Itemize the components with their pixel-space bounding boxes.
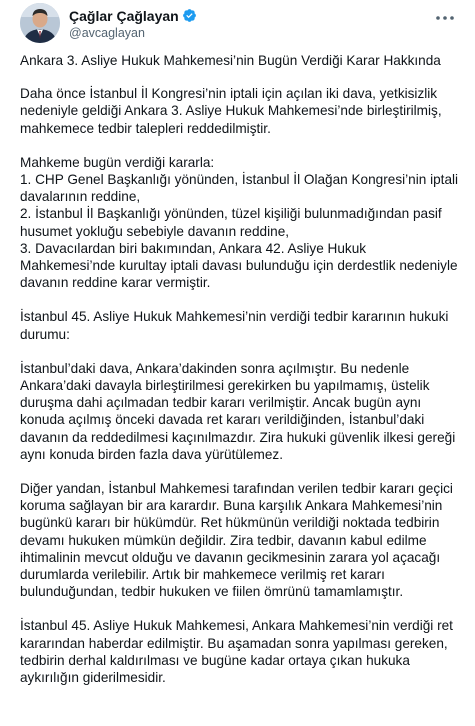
ruling-list (20, 154, 462, 292)
post-paragraph: İstanbul’daki dava, Ankara’dakinden sonra açılmıştır. Bu nedenle Ankara’daki davayla birleştirilmesi gerekirken bu yapılmamış, üstelik duruşma dahi açılmadan tedbir kararı verilmiştir. Ancak bugün aynı konuda açılmış önceki davada ret kararı verildiğinden, İstanbul’daki davanın da reddedilmesi kaçınılmazdır. Zira hukuki güvenlik ilkesi gereği aynı konuda birden fazla dava yürütülemez. (20, 360, 456, 462)
more-options-button[interactable] (433, 8, 457, 28)
post-body (20, 52, 462, 686)
author-name-row (69, 7, 197, 25)
ruling-list-item: 3. Davacılardan biri bakımından, Ankara 42. Asliye Hukuk Mahkemesi’nde kurultay iptali davası bulunduğu için derdestlik nedeniyle davanın reddine karar vermiştir. (20, 240, 458, 291)
post-paragraph: Diğer yandan, İstanbul Mahkemesi tarafından verilen tedbir kararı geçici koruma sağlayan bir ara karardır. Buna karşılık Ankara Mahkemesi’nin bugünkü kararı bir hükümdür. Ret hükmünün verildiği noktada tedbirin devamı hukuken mümkün değildir. Zira tedbir, davanın kabul edilme ihtimalinin mevcut olduğu ve davanın gecikmesinin zarara yol açacağı durumlarda verilebilir. Artık bir mahkemece verilmiş ret kararı bulunduğundan, tedbir hukuken ve fiilen ömrünü tamamlamıştır. (20, 481, 453, 600)
ruling-list-item: 1. CHP Genel Başkanlığı yönünden, İstanbul İl Olağan Kongresi’nin iptali davalarının reddine, (20, 172, 459, 205)
verified-badge-icon (182, 8, 197, 23)
more-horizontal-icon (435, 15, 455, 21)
avatar-image (20, 3, 60, 43)
post-paragraph: İstanbul 45. Asliye Hukuk Mahkemesi’nin verdiği tedbir kararının hukuki durumu: (20, 309, 449, 342)
author-handle[interactable]: @avcaglayan (69, 25, 145, 40)
post-paragraph: Daha önce İstanbul İl Kongresi’nin iptali için açılan iki dava, yetkisizlik nedeniyle geldiği Ankara 3. Asliye Hukuk Mahkemesi’nde birleştirilmiş, mahkemece tedbir talepleri reddedilmiştir. (20, 86, 442, 136)
avatar[interactable] (20, 3, 60, 43)
post-title: Ankara 3. Asliye Hukuk Mahkemesi’nin Bugün Verdiği Karar Hakkında (20, 53, 441, 68)
ruling-list-item: 2. İstanbul İl Başkanlığı yönünden, tüzel kişiliği bulunmadığından pasif husumet yokluğu sebebiyle davanın reddine, (20, 206, 442, 239)
ruling-list-intro: Mahkeme bugün verdiği kararla: (20, 154, 215, 170)
post-paragraph: İstanbul 45. Asliye Hukuk Mahkemesi, Ankara Mahkemesi’nin verdiği ret kararından haberdar edilmiştir. Bu aşamadan sonra yapılması gereken, tedbirin derhal kaldırılması ve bugüne kadar ortaya çıkan hukuka aykırılığın giderilmesidir. (20, 618, 453, 686)
author-display-name[interactable]: Çağlar Çağlayan (69, 7, 179, 24)
post-header (20, 0, 459, 46)
author-identity (69, 7, 197, 40)
